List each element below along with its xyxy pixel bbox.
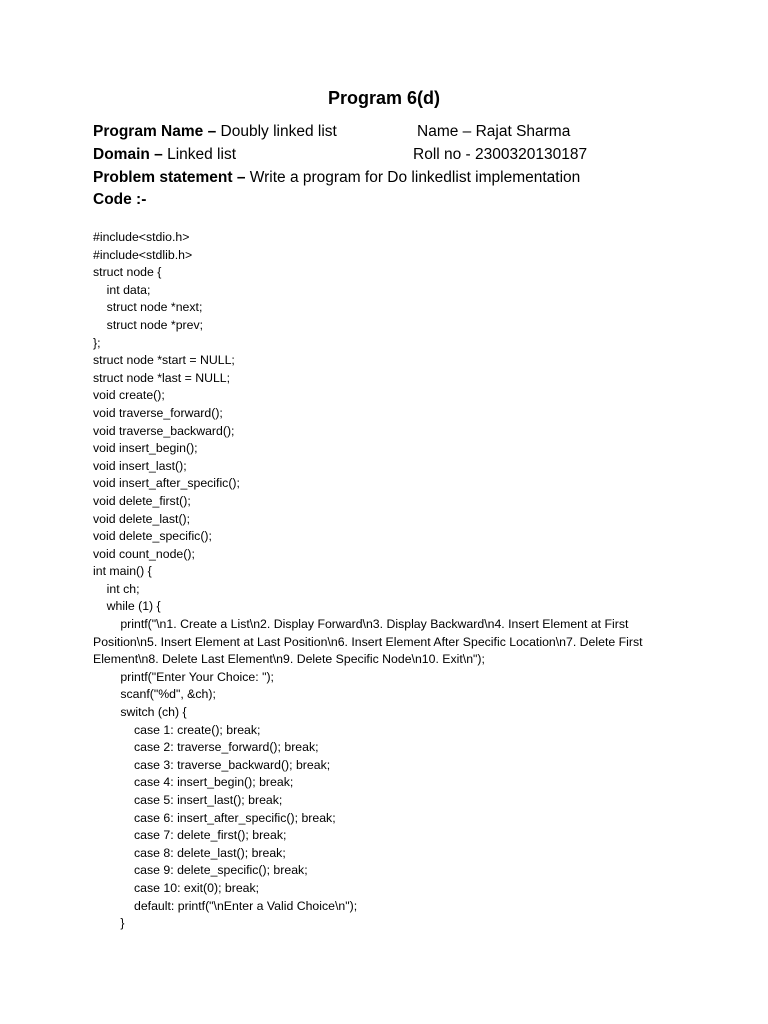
page-title: Program 6(d) [327, 88, 441, 108]
code-line: void create(); [93, 388, 165, 403]
code-line: void traverse_forward(); [93, 405, 223, 420]
code-line: }; [93, 335, 101, 350]
code-line: void delete_specific(); [93, 529, 212, 544]
code-line: void traverse_backward(); [93, 423, 235, 438]
code-line: #include<stdlib.h> [93, 247, 193, 262]
code-line: struct node *prev; [93, 317, 204, 332]
code-line: case 7: delete_first(); break; [93, 828, 287, 843]
code-line: case 5: insert_last(); break; [93, 793, 283, 807]
domain-value: Linked list [162, 146, 236, 163]
problem-statement-value: Write a program for Do linkedlist implementation [245, 169, 581, 186]
code-line: case 10: exit(0); break; [93, 880, 260, 895]
code-line: int data; [93, 282, 151, 297]
domain-label: Domain – [93, 146, 163, 163]
code-heading-row [93, 191, 146, 209]
code-line: struct node *start = NULL; [93, 353, 235, 368]
code-line: struct node *last = NULL; [93, 370, 231, 385]
code-line: case 8: delete_last(); break; [93, 845, 286, 860]
code-line: void count_node(); [93, 546, 195, 561]
problem-statement-row [93, 169, 580, 187]
code-line: while (1) { [93, 599, 161, 614]
code-line: case 3: traverse_backward(); break; [93, 757, 331, 772]
author-name: Name – Rajat Sharma [417, 123, 571, 140]
code-line: struct node { [93, 265, 162, 280]
code-line: #include<stdio.h> [93, 230, 190, 244]
problem-statement-label: Problem statement – [93, 169, 246, 186]
code-line: case 1: create(); break; [93, 722, 261, 737]
code-line: int main() { [93, 564, 152, 579]
code-line: switch (ch) { [93, 705, 187, 720]
roll-number: Roll no - 2300320130187 [413, 146, 588, 163]
code-line: printf("Enter Your Choice: "); [93, 669, 274, 684]
code-line: struct node *next; [93, 300, 203, 315]
code-line: case 4: insert_begin(); break; [93, 775, 294, 790]
code-line: } [93, 916, 125, 931]
program-name-label: Program Name – [93, 123, 217, 140]
code-line: void insert_last(); [93, 458, 187, 473]
code-line: printf("\n1. Create a List\n2. Display Forward\n3. Display Backward\n4. Insert Element at First Position\n5. Insert Element at Last Position\n6. Insert Element After Specific Location\n7. Delete First Element\n8. Delete Last Element\n9. Delete Specific Node\n10. Exit\n"); [93, 617, 646, 667]
program-name-value: Doubly linked list [216, 123, 337, 140]
code-line: void delete_last(); [93, 511, 191, 526]
domain-row [93, 146, 236, 164]
code-line: void insert_after_specific(); [93, 476, 240, 491]
code-line: case 9: delete_specific(); break; [93, 863, 308, 878]
code-line: void delete_first(); [93, 493, 191, 508]
code-line: case 2: traverse_forward(); break; [93, 740, 319, 755]
code-block [93, 229, 683, 933]
code-line: case 6: insert_after_specific(); break; [93, 810, 336, 825]
code-line: void insert_begin(); [93, 441, 198, 456]
code-line: default: printf("\nEnter a Valid Choice\n"); [93, 898, 358, 913]
program-name-row [93, 123, 337, 141]
code-line: int ch; [93, 581, 140, 596]
code-line: scanf("%d", &ch); [93, 687, 216, 702]
code-heading: Code :- [93, 191, 147, 208]
